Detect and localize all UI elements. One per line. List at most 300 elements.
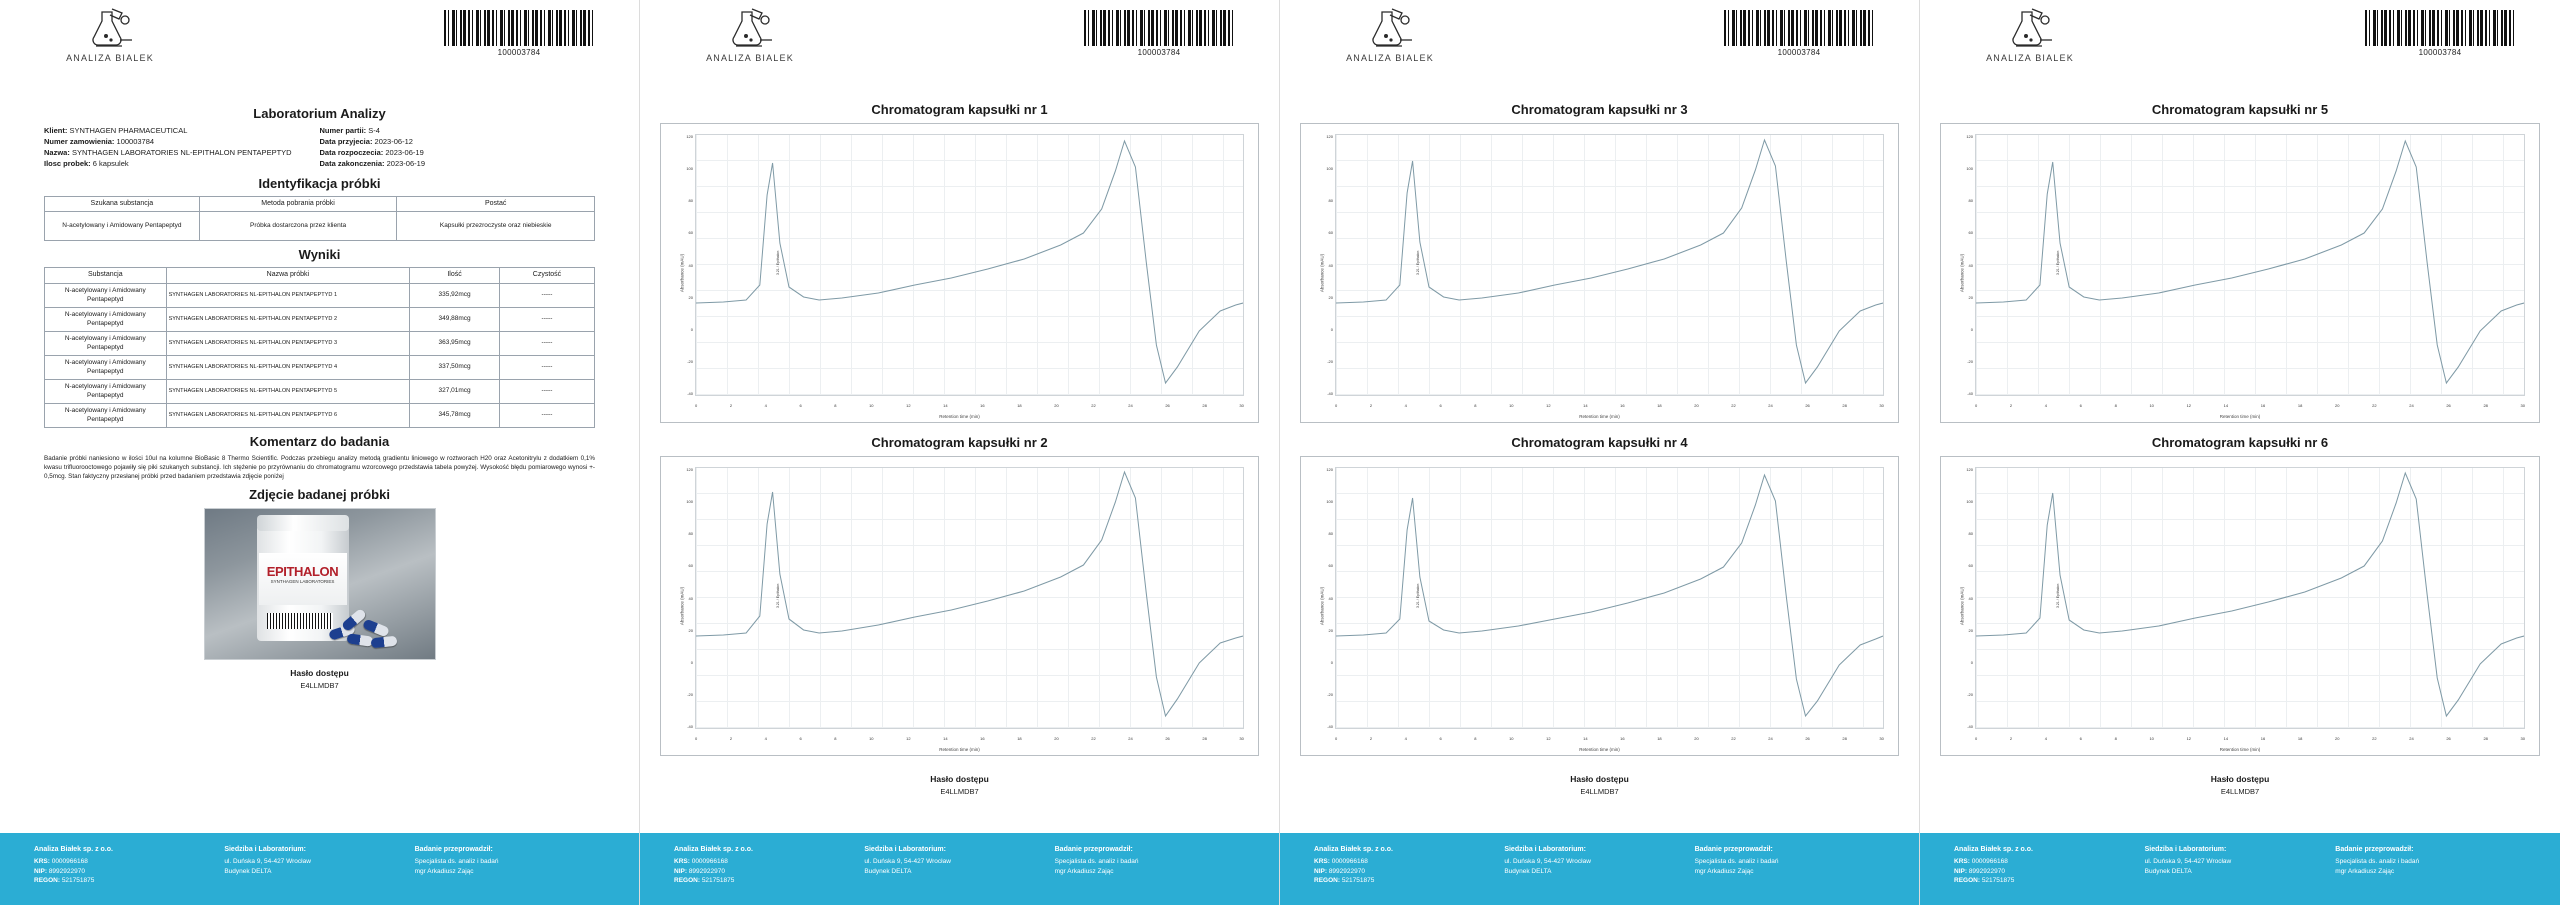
footer-label: KRS: <box>34 858 50 866</box>
table-row <box>45 356 595 380</box>
chart-title: Chromatogram kapsułki nr 1 <box>871 102 1048 117</box>
cell: N-acetylowany i Amidowany Pentapeptyd <box>45 212 200 241</box>
chart-y-axis-label: Absorbance (mAU) <box>1959 253 1965 293</box>
chart-frame <box>660 456 1259 756</box>
chart-plot-area <box>1335 134 1884 396</box>
tick: 8 <box>834 403 837 408</box>
komentarz-title: Komentarz do badania <box>249 434 390 449</box>
tick: -40 <box>687 391 693 396</box>
tick: 16 <box>2260 403 2266 408</box>
chart-title: Chromatogram kapsułki nr 3 <box>1511 102 1688 117</box>
footer-label: REGON: <box>1314 876 1340 884</box>
tick: 24 <box>1128 403 1133 408</box>
page-title: Laboratorium Analizy <box>253 106 386 121</box>
tick: 40 <box>688 595 693 601</box>
cell-purity: ----- <box>499 404 594 428</box>
bottle-cap <box>257 515 349 531</box>
footer-company <box>34 845 224 885</box>
barcode-number: 100003784 <box>1777 48 1821 57</box>
tick: 0 <box>1975 403 1978 408</box>
komentarz-text: Badanie próbki naniesiono w ilości 10ul na kolumne BioBasic 8 Thermo Scientific. Podczas przebiegu analizy metodą gradientu liniowego w roztworach H20 oraz Acetonitrylu z dodatkiem 0,1% kwasu trifluorooctowego pojawiły się piki szukanych substancji. Ich stężenie po przyrównaniu do chromatogramu wzorcowego przedstawia tabela powyżej. Wysokość błędu pomiarowego wynosi +- 0,5mcg. Stan faktyczny przesłanej próbki przed badaniem przedstawia zdjęcie poniżej <box>44 455 595 481</box>
tick: 4 <box>1404 403 1407 408</box>
tick: 60 <box>1328 563 1333 569</box>
footer-label: KRS: <box>1954 858 1970 866</box>
tick: 0 <box>1330 659 1333 665</box>
tick: 20 <box>1328 627 1333 633</box>
chart-y-axis-label: Absorbance (mAU) <box>1319 253 1325 293</box>
footer-value: Specjalista ds. analiz i badań <box>2335 858 2420 866</box>
footer-label: NIP: <box>1314 867 1327 875</box>
cell-sample-name: SYNTHAGEN LABORATORIES NL-EPITHALON PENTAPEPTYD 5 <box>166 380 410 404</box>
chromatogram-block-6 <box>1940 433 2540 756</box>
tick: 80 <box>1968 531 1973 537</box>
tick: 60 <box>688 230 693 236</box>
tick: 24 <box>2409 403 2414 408</box>
page-footer <box>640 833 1279 905</box>
tick: 8 <box>2114 736 2117 741</box>
tick: -20 <box>687 691 693 697</box>
chart-x-ticks <box>1335 736 1884 741</box>
tick: 2 <box>729 736 733 741</box>
tick: 100 <box>686 499 693 505</box>
footer-value: 521751875 <box>701 876 735 884</box>
page-2 <box>640 0 1280 905</box>
page-header <box>1280 0 1919 100</box>
barcode-icon <box>1724 10 1874 46</box>
haslo-block <box>1940 774 2540 796</box>
tick: 10 <box>1509 403 1514 408</box>
footer-label: NIP: <box>34 867 47 875</box>
tick: 40 <box>1968 262 1973 268</box>
chart-x-ticks <box>1975 403 2525 408</box>
wyniki-title: Wyniki <box>298 247 341 263</box>
footer-value: Specjalista ds. analiz i badań <box>414 858 499 866</box>
cell-substance: N-acetylowany i Amidowany Pentapeptyd <box>45 380 167 404</box>
chart-y-ticks <box>1311 467 1333 729</box>
chart-plot-area <box>1335 467 1884 729</box>
tick: 10 <box>2149 736 2154 741</box>
tick: 60 <box>1328 230 1333 236</box>
tick: 10 <box>869 403 874 408</box>
chart-frame <box>1940 456 2540 756</box>
barcode-number: 100003784 <box>2418 48 2462 57</box>
tick: 4 <box>764 403 767 408</box>
footer-value: ul. Duńska 9, 54-427 Wrocław <box>224 858 311 866</box>
tick: 12 <box>1546 736 1551 741</box>
tick: 16 <box>1620 403 1625 408</box>
tick: 6 <box>2079 403 2082 408</box>
barcode-number: 100003784 <box>1137 48 1181 57</box>
meta-value: 2023-06-19 <box>385 147 424 157</box>
cell-purity: ----- <box>499 308 594 332</box>
haslo-code: E4LLMDB7 <box>940 787 979 796</box>
chart-y-axis-label: Absorbance (mAU) <box>1319 586 1325 626</box>
haslo-title: Hasło dostępu <box>290 668 349 679</box>
tick: 2 <box>2009 403 2013 408</box>
logo-block <box>1320 6 1460 63</box>
tick: 0 <box>695 403 698 408</box>
cell-amount: 335,92mcg <box>410 284 500 308</box>
cell: Próbka dostarczona przez klienta <box>199 212 397 241</box>
footer-author-title: Badanie przeprowadził: <box>414 846 493 853</box>
tick: 10 <box>1509 736 1514 741</box>
tick: 14 <box>1583 736 1588 741</box>
footer-value: 521751875 <box>1341 876 1375 884</box>
col-header: Czystość <box>499 268 594 284</box>
table-row <box>45 284 595 308</box>
chart-frame <box>1300 456 1899 756</box>
logo-text: ANALIZA BIALEK <box>1986 53 2074 63</box>
haslo-title: Hasło dostępu <box>1570 774 1629 784</box>
footer-company <box>1954 845 2145 885</box>
tick: 18 <box>1017 403 1022 408</box>
chart-y-axis-label: Absorbance (mAU) <box>679 586 685 626</box>
logo-text: ANALIZA BIALEK <box>1346 53 1434 63</box>
footer-author <box>415 845 605 876</box>
tick: 16 <box>1620 736 1625 741</box>
tick: 20 <box>1054 403 1059 408</box>
chromatogram-block-3 <box>1300 100 1899 423</box>
tick: 0 <box>1335 403 1338 408</box>
col-header: Nazwa próbki <box>166 268 410 284</box>
chart-x-axis-label: Retention time (min) <box>939 747 980 752</box>
footer-address-title: Siedziba i Laboratorium: <box>864 846 946 853</box>
tick: 30 <box>2520 403 2525 408</box>
table-header-row <box>45 268 595 284</box>
sample-photo-wrap <box>44 508 595 660</box>
footer-value: 8992922970 <box>688 867 725 875</box>
tick: 0 <box>695 736 698 741</box>
tick: 10 <box>2149 403 2154 408</box>
tick: 22 <box>2372 403 2377 408</box>
tick: 120 <box>686 467 693 472</box>
barcode-block <box>1079 10 1239 57</box>
page-footer <box>0 833 639 905</box>
tick: 6 <box>1439 736 1442 741</box>
zdjecie-title: Zdjęcie badanej próbki <box>249 487 390 503</box>
capsule <box>370 636 397 649</box>
footer-address <box>224 845 414 876</box>
cell-purity: ----- <box>499 332 594 356</box>
footer-value: ul. Duńska 9, 54-427 Wrocław <box>1504 858 1591 866</box>
tick: 100 <box>1966 499 1973 505</box>
tick: 20 <box>2335 736 2340 741</box>
tick: 24 <box>1768 403 1773 408</box>
footer-label: REGON: <box>1954 876 1980 884</box>
footer-value: Specjalista ds. analiz i badań <box>1694 858 1779 866</box>
wyniki-table <box>44 267 595 428</box>
footer-value: 521751875 <box>61 876 95 884</box>
page-1-body <box>0 100 639 833</box>
tick: 24 <box>1128 736 1133 741</box>
logo-text: ANALIZA BIALEK <box>706 53 794 63</box>
chromatogram-block-4 <box>1300 433 1899 756</box>
chart-frame <box>1300 123 1899 423</box>
tick: 0 <box>1970 326 1973 332</box>
tick: -40 <box>1327 724 1333 729</box>
tick: 30 <box>1879 403 1884 408</box>
barcode-icon <box>2365 10 2515 46</box>
tick: 40 <box>688 262 693 268</box>
barcode-icon <box>1084 10 1234 46</box>
tick: 20 <box>1968 294 1973 300</box>
cell-sample-name: SYNTHAGEN LABORATORIES NL-EPITHALON PENTAPEPTYD 4 <box>166 356 410 380</box>
tick: 30 <box>1239 403 1244 408</box>
chart-frame <box>1940 123 2540 423</box>
footer-label: REGON: <box>674 876 700 884</box>
cell-sample-name: SYNTHAGEN LABORATORIES NL-EPITHALON PENTAPEPTYD 1 <box>166 284 410 308</box>
tick: 80 <box>688 198 693 204</box>
tick: 4 <box>764 736 767 741</box>
tick: 26 <box>1805 736 1810 741</box>
footer-value: 0000966168 <box>1971 858 2008 866</box>
peak-annotation: 3.21 / Epithalon <box>1416 583 1420 608</box>
tick: 20 <box>1968 627 1973 633</box>
tick: 4 <box>2044 403 2048 408</box>
tick: 18 <box>1657 403 1662 408</box>
table-row <box>45 404 595 428</box>
tick: 80 <box>1328 198 1333 204</box>
chart-y-ticks <box>671 467 693 729</box>
tick: 120 <box>1966 467 1973 472</box>
footer-author <box>1695 845 1885 876</box>
tick: 0 <box>1330 326 1333 332</box>
haslo-block <box>1300 774 1899 796</box>
footer-value: 8992922970 <box>48 867 85 875</box>
tick: 16 <box>2260 736 2266 741</box>
tick: -40 <box>1967 724 1973 729</box>
footer-label: NIP: <box>1954 867 1967 875</box>
meta-value: 100003784 <box>116 136 155 146</box>
bottle-brand-text: EPITHALON <box>266 564 339 580</box>
footer-value: 0000966168 <box>51 858 88 866</box>
chart-frame <box>660 123 1259 423</box>
tick: 100 <box>1326 499 1333 505</box>
tick: 20 <box>688 627 693 633</box>
tick: 8 <box>2114 403 2117 408</box>
footer-address <box>2145 845 2336 876</box>
tick: 100 <box>1326 166 1333 172</box>
tick: 60 <box>1968 230 1973 236</box>
tick: -40 <box>687 724 693 729</box>
chart-y-ticks <box>1951 134 1973 396</box>
tick: 20 <box>1694 403 1699 408</box>
tick: 22 <box>1731 736 1736 741</box>
footer-company-title: Analiza Białek sp. z o.o. <box>34 846 113 853</box>
label-barcode-icon <box>267 613 333 629</box>
footer-author <box>1055 845 1245 876</box>
meta-value: SYNTHAGEN LABORATORIES NL-EPITHALON PENTAPEPTYD <box>71 147 292 157</box>
tick: 80 <box>1328 531 1333 537</box>
cell-purity: ----- <box>499 380 594 404</box>
meta-label: Numer partii: <box>319 126 367 135</box>
cell-amount: 337,50mcg <box>410 356 500 380</box>
chart-y-axis-label: Absorbance (mAU) <box>1959 586 1965 626</box>
meta-label: Nazwa: <box>44 147 70 157</box>
tick: 120 <box>1326 467 1333 472</box>
chart-y-ticks <box>1951 467 1973 729</box>
tick: 60 <box>1968 563 1973 569</box>
cell-amount: 349,88mcg <box>410 308 500 332</box>
tick: 20 <box>1694 736 1699 741</box>
page-4 <box>1920 0 2560 905</box>
footer-value: Budynek DELTA <box>1504 867 1552 875</box>
tick: 120 <box>686 134 693 139</box>
barcode-number: 100003784 <box>497 48 541 57</box>
footer-value: 521751875 <box>1981 876 2015 884</box>
footer-author <box>2335 845 2526 876</box>
tick: 30 <box>2520 736 2525 741</box>
haslo-code: E4LLMDB7 <box>300 681 339 691</box>
logo-text: ANALIZA BIALEK <box>66 53 154 63</box>
col-header: Ilość <box>410 268 500 284</box>
peak-annotation: 3.21 / Epithalon <box>2056 583 2060 608</box>
tick: 28 <box>1202 736 1207 741</box>
footer-author-title: Badanie przeprowadził: <box>1054 846 1133 853</box>
footer-value: 0000966168 <box>691 858 728 866</box>
tick: 12 <box>2186 736 2192 741</box>
peak-annotation: 3.21 / Epithalon <box>2056 250 2060 275</box>
chart-x-axis-label: Retention time (min) <box>1579 747 1620 752</box>
tick: -20 <box>1327 358 1333 364</box>
tick: 4 <box>1404 736 1407 741</box>
col-header: Szukana substancja <box>45 196 200 212</box>
tick: 18 <box>1657 736 1662 741</box>
page-header <box>0 0 639 100</box>
tick: 16 <box>980 403 985 408</box>
peak-annotation: 3.21 / Epithalon <box>776 583 780 608</box>
tick: 20 <box>1054 736 1059 741</box>
chromatogram-block-2 <box>660 433 1259 756</box>
table-row <box>45 212 595 241</box>
tick: 22 <box>1091 736 1096 741</box>
tick: 26 <box>2446 403 2451 408</box>
tick: 0 <box>1970 659 1973 665</box>
peak-annotation: 3.21 / Epithalon <box>776 250 780 275</box>
haslo-title: Hasło dostępu <box>930 774 989 784</box>
tick: 0 <box>1335 736 1338 741</box>
identyfikacja-table <box>44 196 595 242</box>
tick: 2 <box>1369 403 1373 408</box>
chart-y-ticks <box>671 134 693 396</box>
chart-title: Chromatogram kapsułki nr 2 <box>871 435 1048 450</box>
tick: 12 <box>1546 403 1551 408</box>
tick: 2 <box>729 403 733 408</box>
cell-purity: ----- <box>499 356 594 380</box>
tick: 28 <box>1842 736 1847 741</box>
footer-company-title: Analiza Białek sp. z o.o. <box>1314 846 1393 853</box>
tick: 6 <box>2079 736 2082 741</box>
page-3 <box>1280 0 1920 905</box>
capsules-group <box>327 601 407 649</box>
chart-x-axis-label: Retention time (min) <box>1579 414 1620 419</box>
tick: 120 <box>1326 134 1333 139</box>
chromatogram-block-1 <box>660 100 1259 423</box>
tick: -20 <box>1967 691 1973 697</box>
logo-block <box>680 6 820 63</box>
tick: 24 <box>1768 736 1773 741</box>
tick: 12 <box>2186 403 2192 408</box>
footer-value: mgr Arkadiusz Zając <box>414 867 474 875</box>
chart-x-ticks <box>1975 736 2525 741</box>
barcode-block <box>2360 10 2520 57</box>
chart-title: Chromatogram kapsułki nr 5 <box>2151 102 2329 117</box>
tick: -20 <box>1967 358 1973 364</box>
table-row <box>45 380 595 404</box>
page-footer <box>1280 833 1919 905</box>
meta-label: Data rozpoczecia: <box>319 147 384 157</box>
tick: 26 <box>2446 736 2451 741</box>
meta-label: Numer zamowienia: <box>44 136 115 146</box>
tick: 20 <box>1328 294 1333 300</box>
tick: 6 <box>1439 403 1442 408</box>
tick: 8 <box>1474 736 1477 741</box>
page-header <box>640 0 1279 100</box>
meta-value: 6 kapsulek <box>92 158 129 168</box>
page-4-body <box>1920 100 2560 833</box>
chromatogram-block-5 <box>1940 100 2540 423</box>
tick: -20 <box>687 358 693 364</box>
tick: 6 <box>799 403 802 408</box>
chart-x-axis-label: Retention time (min) <box>2219 414 2261 419</box>
footer-address-title: Siedziba i Laboratorium: <box>1504 846 1586 853</box>
tick: 24 <box>2409 736 2414 741</box>
order-meta-left <box>44 126 320 170</box>
cell-sample-name: SYNTHAGEN LABORATORIES NL-EPITHALON PENTAPEPTYD 3 <box>166 332 410 356</box>
meta-value: 2023-06-19 <box>386 158 425 168</box>
cell-substance: N-acetylowany i Amidowany Pentapeptyd <box>45 284 167 308</box>
flask-microscope-icon <box>1360 6 1420 50</box>
barcode-icon <box>444 10 594 46</box>
footer-value: Budynek DELTA <box>224 867 272 875</box>
footer-value: Budynek DELTA <box>2144 867 2192 875</box>
tick: 26 <box>1165 403 1170 408</box>
cell-sample-name: SYNTHAGEN LABORATORIES NL-EPITHALON PENTAPEPTYD 2 <box>166 308 410 332</box>
footer-value: 8992922970 <box>1968 867 2005 875</box>
cell-substance: N-acetylowany i Amidowany Pentapeptyd <box>45 356 167 380</box>
bottle-sub-text: SYNTHAGEN LABORATORIES <box>270 579 335 585</box>
chart-plot-area <box>695 134 1244 396</box>
tick: 20 <box>688 294 693 300</box>
chart-y-ticks <box>1311 134 1333 396</box>
footer-value: ul. Duńska 9, 54-427 Wrocław <box>864 858 951 866</box>
tick: 18 <box>1017 736 1022 741</box>
footer-label: KRS: <box>674 858 690 866</box>
footer-address-title: Siedziba i Laboratorium: <box>224 846 306 853</box>
col-header: Substancja <box>45 268 167 284</box>
flask-microscope-icon <box>2000 6 2060 50</box>
flask-microscope-icon <box>720 6 780 50</box>
footer-address-title: Siedziba i Laboratorium: <box>2144 846 2227 853</box>
cell: Kapsułki przezroczyste oraz niebieskie <box>397 212 595 241</box>
footer-value: Budynek DELTA <box>864 867 912 875</box>
tick: 80 <box>1968 198 1973 204</box>
tick: 28 <box>2483 403 2488 408</box>
tick: 40 <box>1328 262 1333 268</box>
tick: 14 <box>2223 736 2229 741</box>
tick: 40 <box>1328 595 1333 601</box>
page-2-body <box>640 100 1279 833</box>
chart-x-ticks <box>1335 403 1884 408</box>
flask-microscope-icon <box>80 6 140 50</box>
tick: 120 <box>1966 134 1973 139</box>
meta-label: Ilosc probek: <box>44 158 91 168</box>
tick: 0 <box>1975 736 1978 741</box>
footer-value: mgr Arkadiusz Zając <box>1694 867 1754 875</box>
footer-value: ul. Duńska 9, 54-427 Wrocław <box>2144 858 2232 866</box>
chart-plot-area <box>695 467 1244 729</box>
chart-x-axis-label: Retention time (min) <box>2219 747 2261 752</box>
